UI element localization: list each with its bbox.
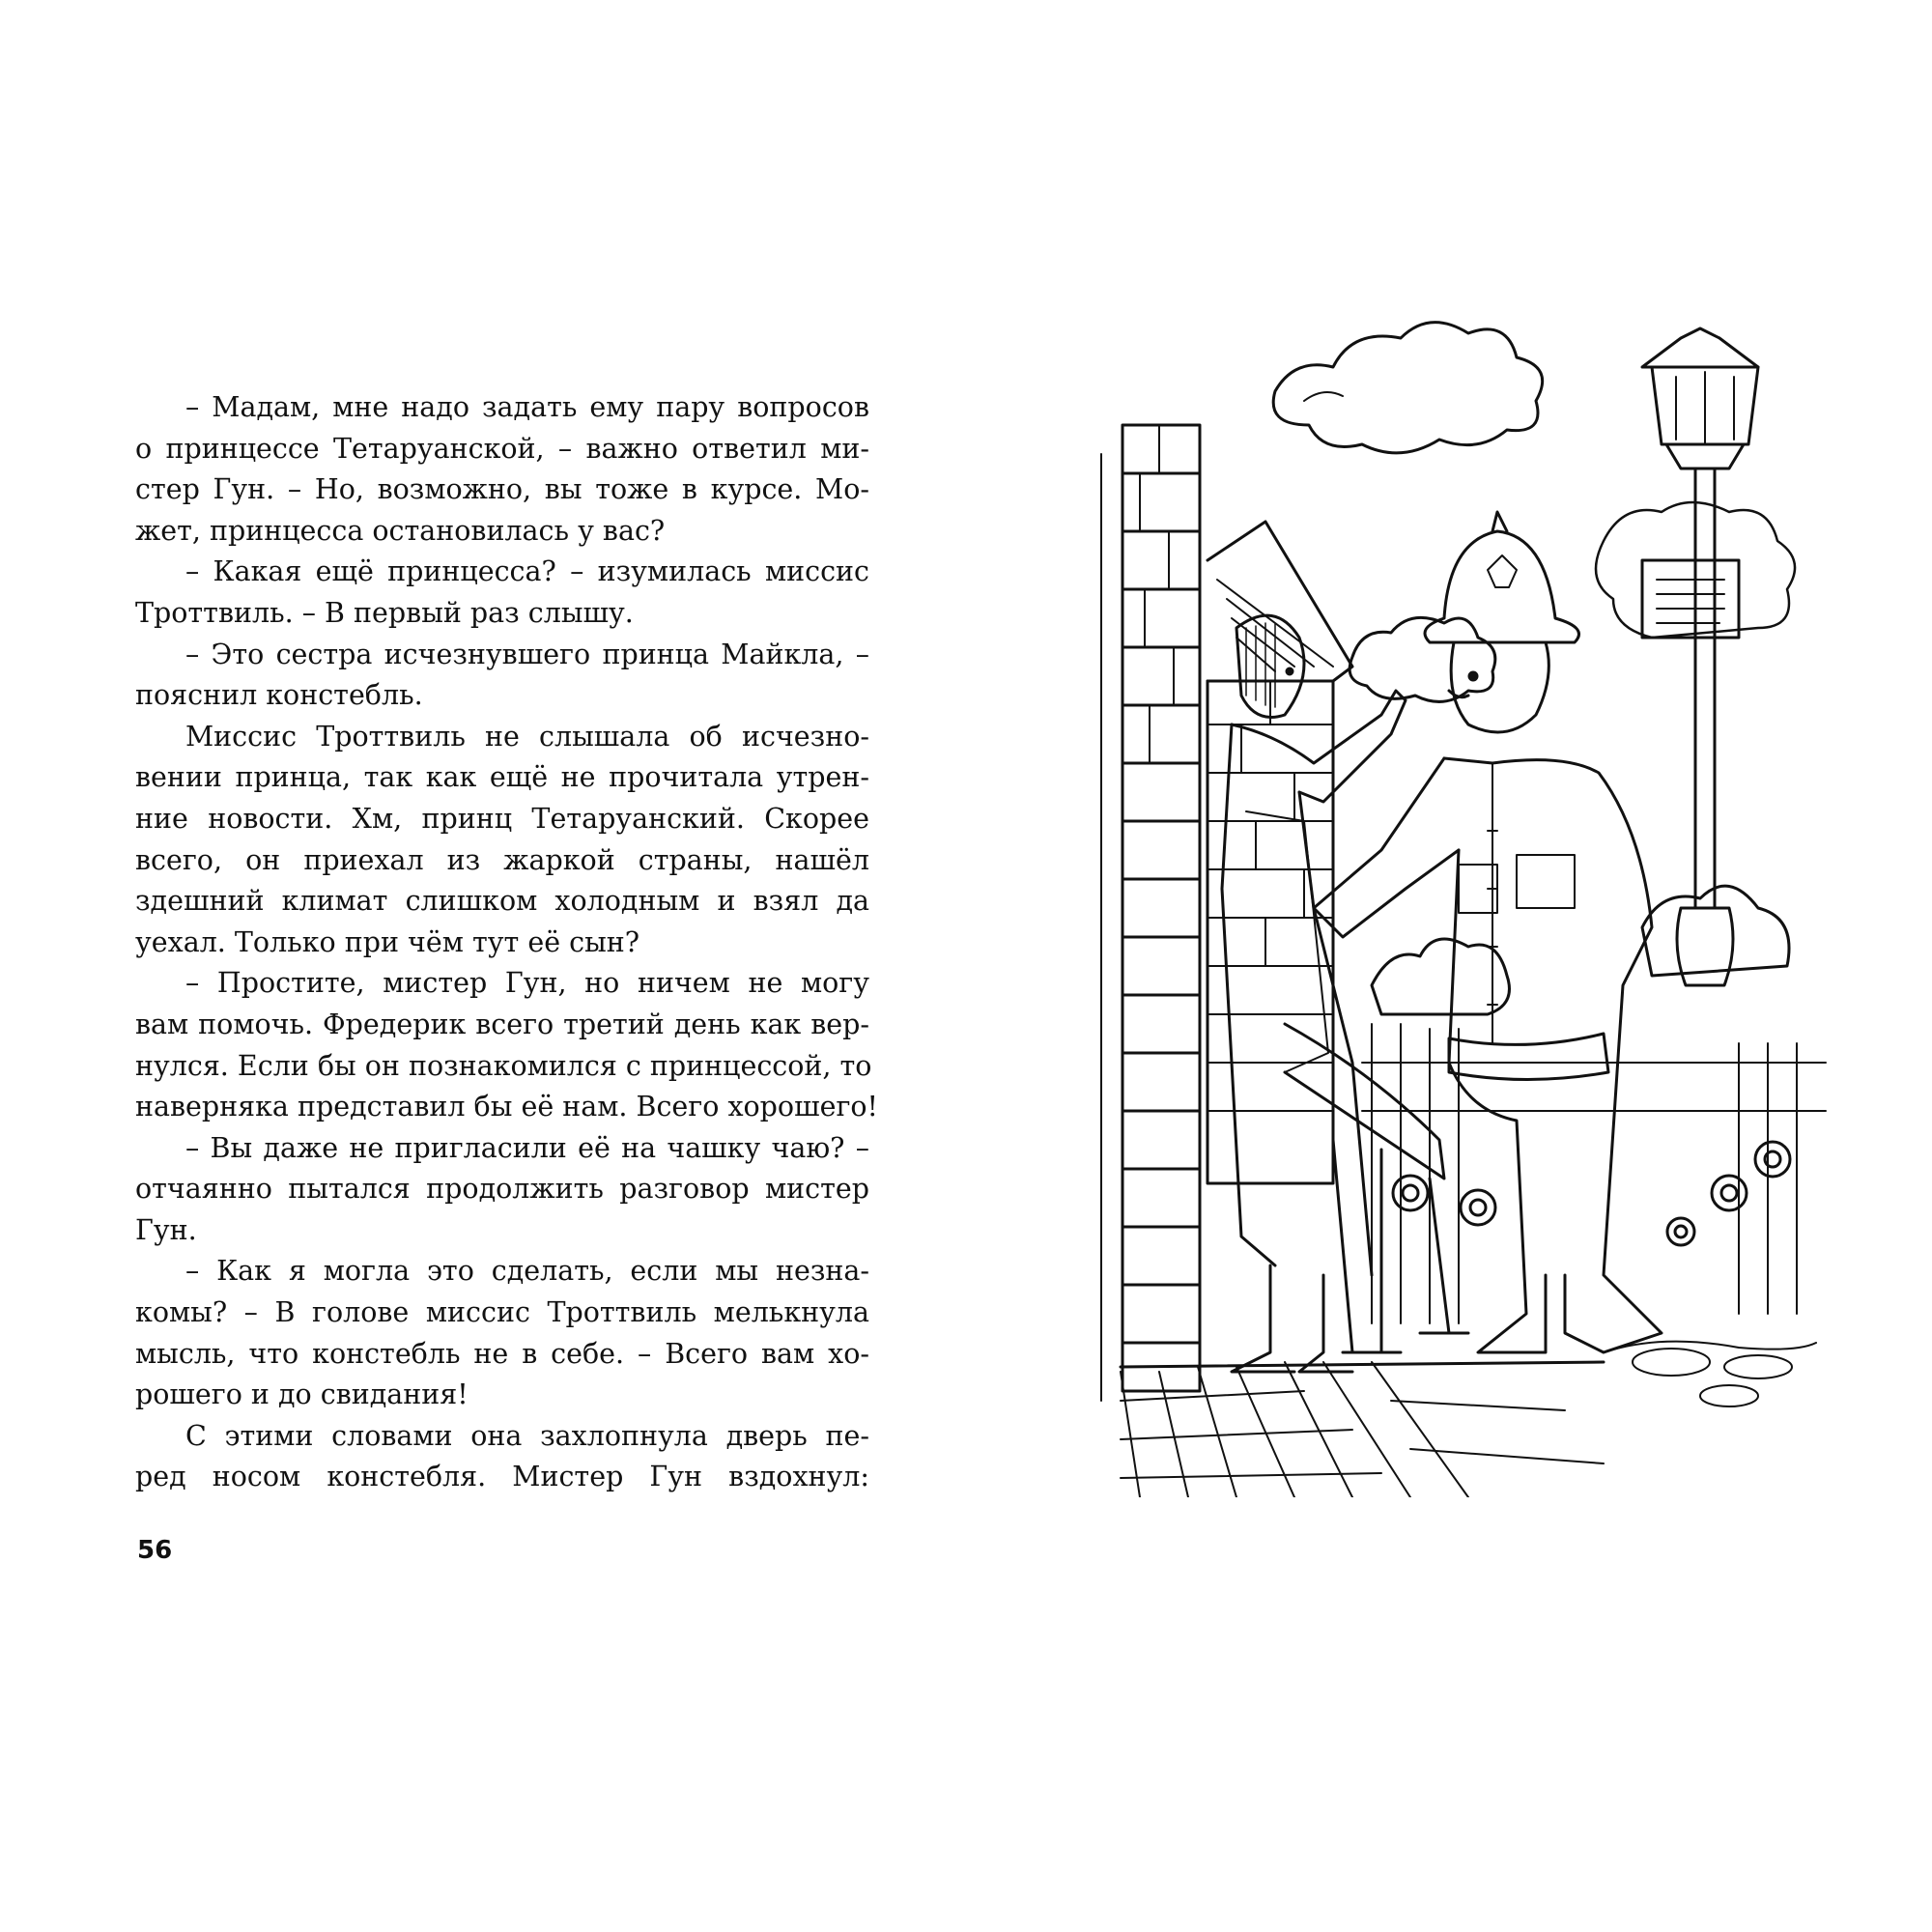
text-line: наверняка представил бы её нам. Всего хорошего! xyxy=(135,1091,878,1123)
text-line: вении принца, так как ещё не прочитала утрен- xyxy=(135,761,869,794)
garden-fence xyxy=(1362,886,1826,1323)
text-line: ред носом констебля. Мистер Гун вздохнул: xyxy=(135,1461,869,1493)
text-line: о принцессе Тетаруанской, – важно ответил ми- xyxy=(135,432,869,465)
text-line: отчаянно пытался продолжить разговор мистер xyxy=(135,1173,869,1206)
text-line: уехал. Только при чём тут её сын? xyxy=(135,925,640,958)
text-line: мысль, что констебль не в себе. – Всего вам хо- xyxy=(135,1337,869,1370)
clouds xyxy=(1273,323,1795,702)
text-line: жет, принцесса остановилась у вас? xyxy=(135,514,666,547)
text-line: – Вы даже не пригласили её на чашку чаю? – xyxy=(185,1131,869,1164)
text-line: вам помочь. Фредерик всего третий день как вер- xyxy=(135,1008,869,1040)
text-line: стер Гун. – Но, возможно, вы тоже в курсе. Мо- xyxy=(135,473,869,506)
brick-wall xyxy=(1101,425,1200,1401)
woman-figure xyxy=(1222,615,1406,1372)
text-line: комы? – В голове миссис Троттвиль мелькнула xyxy=(135,1296,869,1329)
text-line: пояснил констебль. xyxy=(135,679,423,712)
text-line: Гун. xyxy=(135,1213,197,1246)
body-text xyxy=(135,387,878,1498)
text-line: ние новости. Хм, принц Тетаруанский. Скорее xyxy=(135,802,869,835)
text-line: – Простите, мистер Гун, но ничем не могу xyxy=(185,967,869,1000)
text-line: – Это сестра исчезнувшего принца Майкла, – xyxy=(185,638,869,670)
text-line: нулся. Если бы он познакомился с принцессой, то xyxy=(135,1049,872,1082)
page-number: 56 xyxy=(137,1536,173,1565)
house xyxy=(1208,522,1352,1183)
text-line: – Какая ещё принцесса? – изумилась миссис xyxy=(185,555,869,588)
lamp-post xyxy=(1642,328,1758,985)
illustration xyxy=(1063,309,1835,1497)
text-line: – Как я могла это сделать, если мы незна- xyxy=(185,1255,869,1288)
text-line: Миссис Троттвиль не слышала об исчезно- xyxy=(185,720,869,753)
text-line: здешний климат слишком холодным и взял да xyxy=(135,885,869,918)
text-line: рошего и до свидания! xyxy=(135,1378,469,1411)
text-line: – Мадам, мне надо задать ему пару вопросов xyxy=(185,391,869,423)
ground-line xyxy=(1121,1362,1604,1367)
text-line: Троттвиль. – В первый раз слышу. xyxy=(135,596,634,629)
text-line: всего, он приехал из жаркой страны, нашёл xyxy=(135,843,869,876)
text-line: С этими словами она захлопнула дверь пе- xyxy=(185,1419,869,1452)
banister xyxy=(1285,1024,1468,1352)
